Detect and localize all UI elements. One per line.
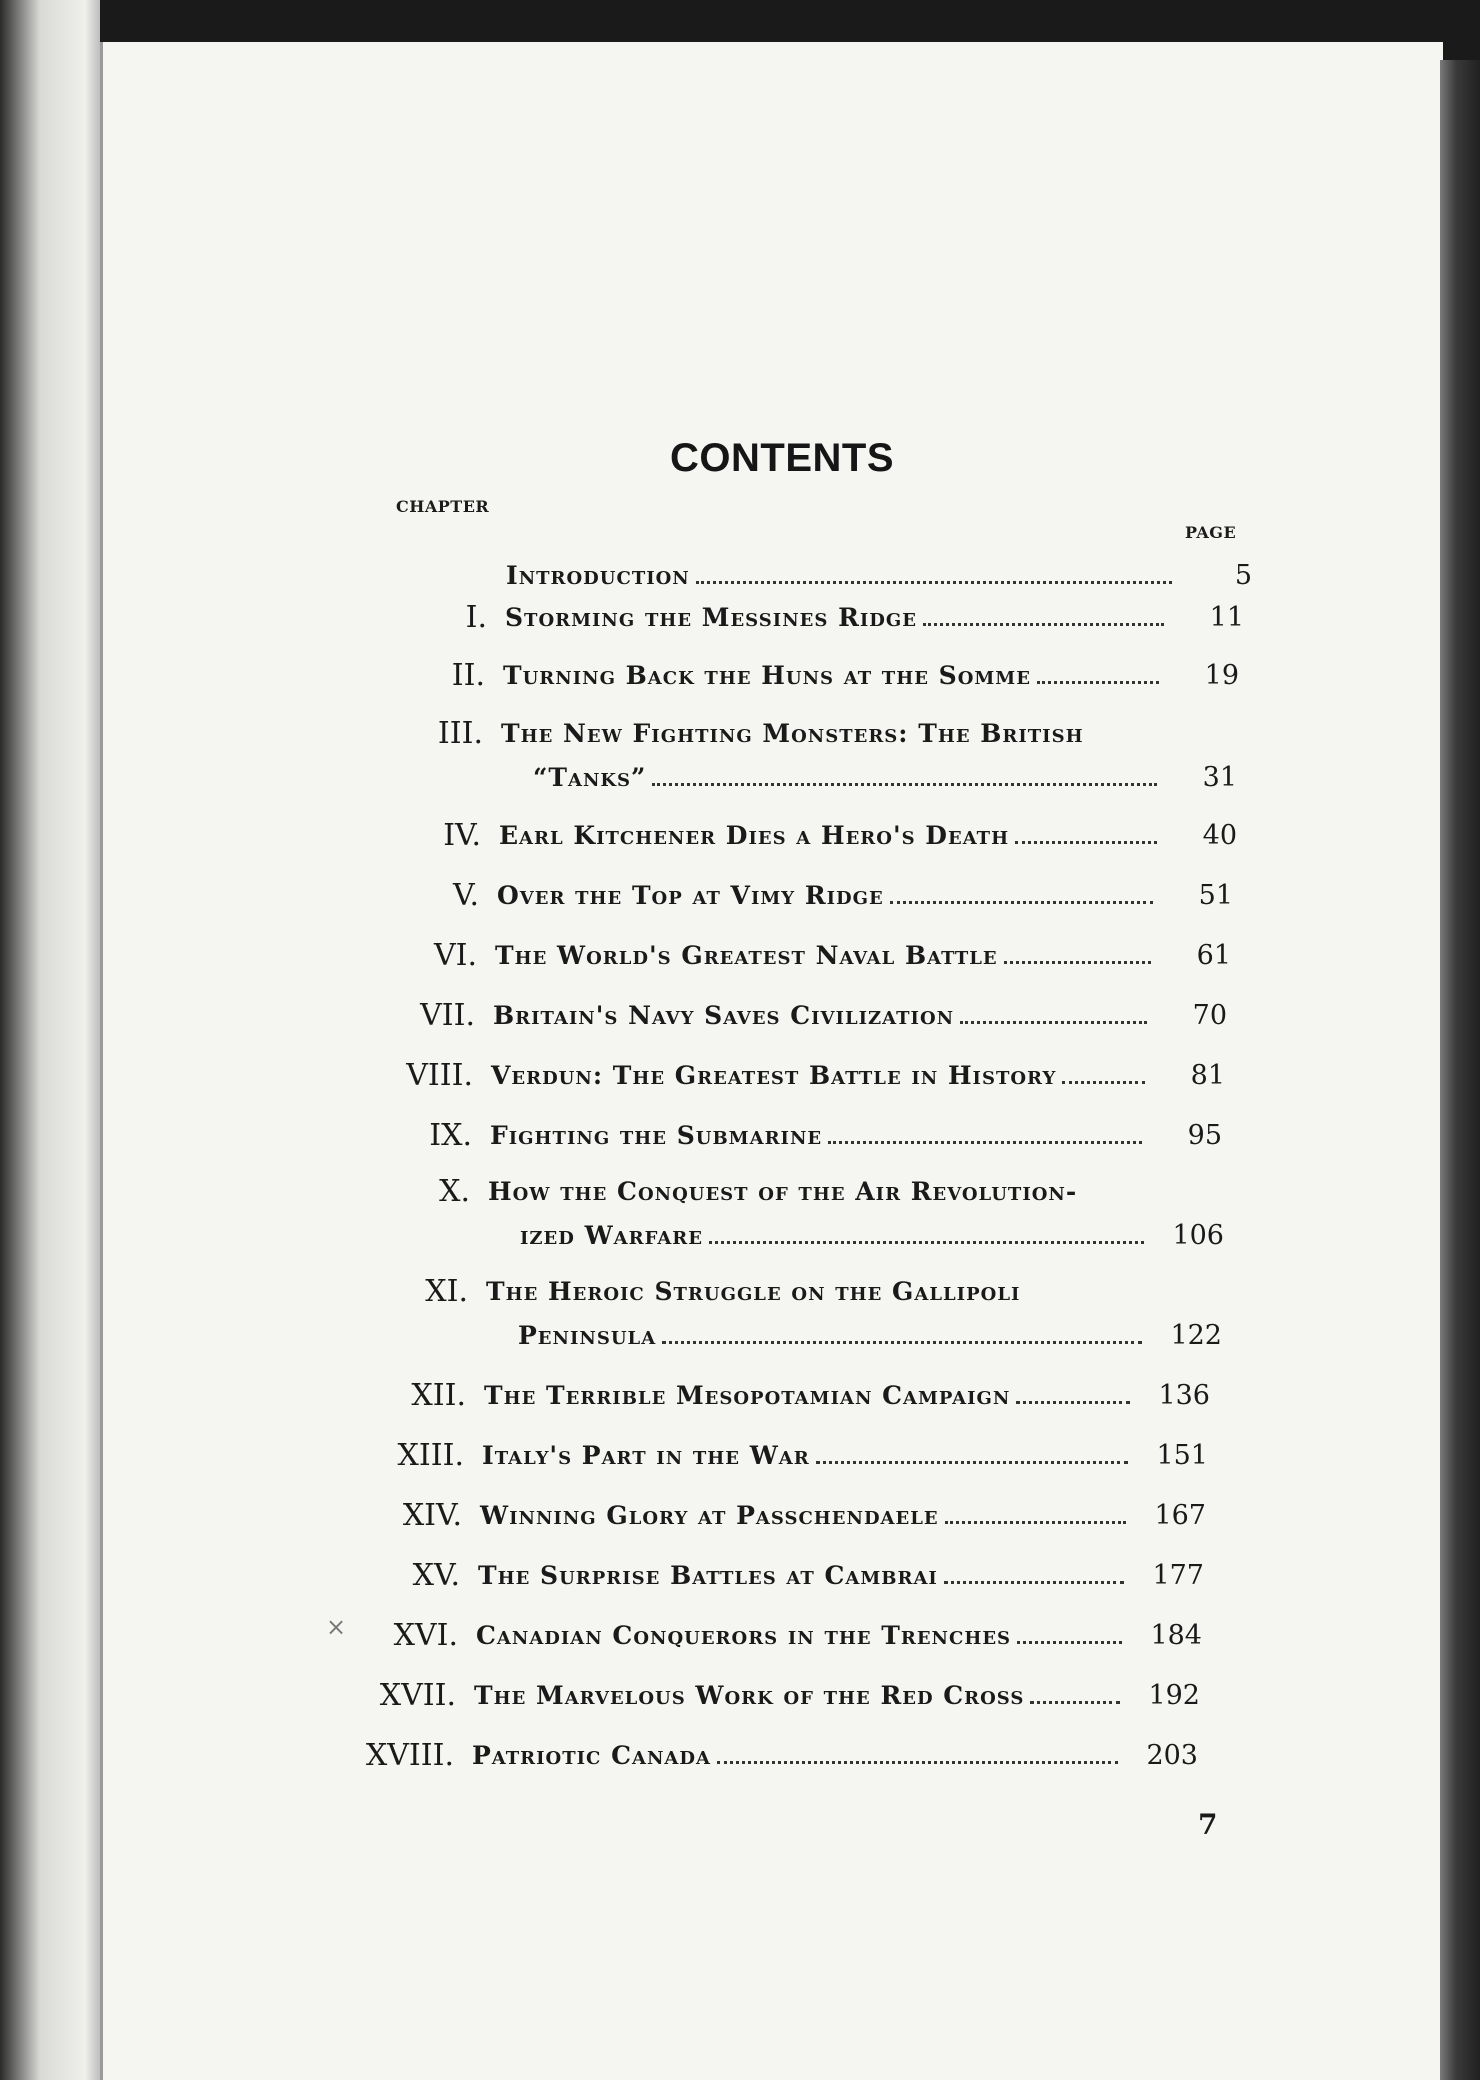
- chapter-title: The New Fighting Monsters: The British: [501, 719, 1084, 748]
- chapter-number: XIV.: [402, 1498, 462, 1533]
- chapter-number: XVIII.: [365, 1738, 454, 1773]
- chapter-title: The Terrible Mesopotamian Campaign: [484, 1381, 1011, 1410]
- chapter-title: Patriotic Canada: [472, 1741, 711, 1770]
- toc-entry: [393, 1618, 1202, 1654]
- chapter-title: Introduction: [506, 561, 690, 590]
- dot-leader: [1016, 1381, 1130, 1404]
- page-ref: 51: [1198, 880, 1233, 911]
- page-ref: 5: [1234, 560, 1252, 591]
- page-ref: 19: [1204, 660, 1239, 691]
- chapter-number: XIII.: [397, 1438, 464, 1473]
- dot-leader: [890, 881, 1153, 904]
- chapter-title: Verdun: The Greatest Battle in History: [491, 1061, 1057, 1090]
- toc-entry: [453, 878, 1233, 914]
- chapter-title: Canadian Conquerors in the Trenches: [476, 1621, 1012, 1650]
- toc-entry: [429, 1118, 1222, 1154]
- dot-leader: [945, 1501, 1126, 1524]
- page-ref: 61: [1196, 940, 1231, 971]
- dot-leader: [923, 603, 1164, 626]
- page-ref: 122: [1170, 1320, 1222, 1351]
- chapter-title: The Heroic Struggle on the Gallipoli: [486, 1277, 1021, 1306]
- chapter-title-continued: “Tanks”: [533, 763, 647, 792]
- chapter-number: XII.: [411, 1378, 466, 1413]
- chapter-title: The Marvelous Work of the Red Cross: [474, 1681, 1025, 1710]
- toc-entry: [402, 1498, 1206, 1534]
- toc-entry: [439, 1174, 1158, 1210]
- page-ref: 106: [1172, 1220, 1224, 1251]
- chapter-title: The Surprise Battles at Cambrai: [478, 1561, 938, 1590]
- page-ref: 203: [1146, 1740, 1198, 1771]
- dot-leader: [1015, 821, 1157, 844]
- dot-leader: [652, 763, 1157, 786]
- chapter-number: XI.: [425, 1274, 468, 1309]
- page-column-header: PAGE: [1185, 523, 1237, 542]
- page-ref: 151: [1156, 1440, 1208, 1471]
- chapter-number: VI.: [433, 938, 477, 973]
- toc-entry-continued: [520, 1218, 1224, 1254]
- page-ref: 95: [1187, 1120, 1222, 1151]
- chapter-title-continued: ized Warfare: [520, 1221, 703, 1250]
- chapter-number: X.: [439, 1174, 470, 1209]
- toc-entry: [437, 716, 1171, 752]
- toc-entry: [411, 1378, 1210, 1414]
- chapter-title: Fighting the Submarine: [490, 1121, 823, 1150]
- page-ref: 184: [1150, 1620, 1202, 1651]
- page-ref: 70: [1192, 1000, 1227, 1031]
- chapter-title: Winning Glory at Passchendaele: [480, 1501, 939, 1530]
- dot-leader: [709, 1221, 1144, 1244]
- chapter-number: I.: [465, 600, 487, 635]
- chapter-number: IV.: [443, 818, 481, 853]
- toc-entry: [451, 658, 1239, 694]
- chapter-column-header: CHAPTER: [396, 497, 490, 516]
- page-ref: 31: [1202, 762, 1237, 793]
- chapter-number: III.: [437, 716, 483, 751]
- dot-leader: [662, 1321, 1142, 1344]
- toc-entry: [379, 1678, 1200, 1714]
- chapter-title: How the Conquest of the Air Revolution-: [488, 1177, 1078, 1206]
- margin-mark: ×: [326, 1613, 347, 1641]
- dot-leader: [960, 1001, 1147, 1024]
- page-ref: 192: [1148, 1680, 1200, 1711]
- toc-entry: [406, 1058, 1225, 1094]
- dot-leader: [1062, 1061, 1145, 1084]
- page-ref: 177: [1152, 1560, 1204, 1591]
- chapter-title: Turning Back the Huns at the Somme: [503, 661, 1031, 690]
- dot-leader: [1017, 1621, 1122, 1644]
- chapter-number: IX.: [429, 1118, 472, 1153]
- page-ref: 11: [1209, 602, 1244, 633]
- chapter-title: Earl Kitchener Dies a Hero's Death: [499, 821, 1010, 850]
- chapter-title-continued: Peninsula: [518, 1321, 657, 1350]
- chapter-title: Over the Top at Vimy Ridge: [497, 881, 884, 910]
- toc-entry: [365, 1738, 1198, 1774]
- page-ref: 40: [1202, 820, 1237, 851]
- toc-entry-continued: [518, 1318, 1222, 1354]
- toc-entry: [397, 1438, 1208, 1474]
- toc-entry: [506, 558, 1252, 594]
- chapter-number: XV.: [412, 1558, 460, 1593]
- chapter-title: Storming the Messines Ridge: [505, 603, 917, 632]
- page-title: CONTENTS: [670, 436, 894, 480]
- chapter-number: VIII.: [406, 1058, 473, 1093]
- dot-leader: [828, 1121, 1142, 1144]
- page-number: 7: [1198, 1808, 1218, 1841]
- toc-entry: [433, 938, 1231, 974]
- chapter-title: Britain's Navy Saves Civilization: [493, 1001, 955, 1030]
- page-ref: 81: [1190, 1060, 1225, 1091]
- toc-entry: [412, 1558, 1204, 1594]
- chapter-number: XVII.: [379, 1678, 456, 1713]
- dot-leader: [944, 1561, 1124, 1584]
- dot-leader: [1030, 1681, 1120, 1704]
- dot-leader: [816, 1441, 1128, 1464]
- page-ref: 136: [1158, 1380, 1210, 1411]
- dot-leader: [696, 561, 1172, 584]
- facing-page-edge: [0, 0, 100, 2080]
- page-block-edge: [1440, 60, 1480, 2080]
- dot-leader: [717, 1741, 1118, 1764]
- page-ref: 167: [1154, 1500, 1206, 1531]
- chapter-title: Italy's Part in the War: [482, 1441, 810, 1470]
- toc-entry: [420, 998, 1227, 1034]
- toc-entry: [465, 600, 1244, 636]
- chapter-number: VII.: [420, 998, 475, 1033]
- chapter-number: II.: [451, 658, 485, 693]
- chapter-title: The World's Greatest Naval Battle: [495, 941, 998, 970]
- toc-entry: [443, 818, 1237, 854]
- dot-leader: [1037, 661, 1159, 684]
- toc-entry-continued: [533, 760, 1237, 796]
- chapter-number: XVI.: [393, 1618, 458, 1653]
- dot-leader: [1004, 941, 1151, 964]
- chapter-number: V.: [453, 878, 479, 913]
- toc-entry: [425, 1274, 1156, 1310]
